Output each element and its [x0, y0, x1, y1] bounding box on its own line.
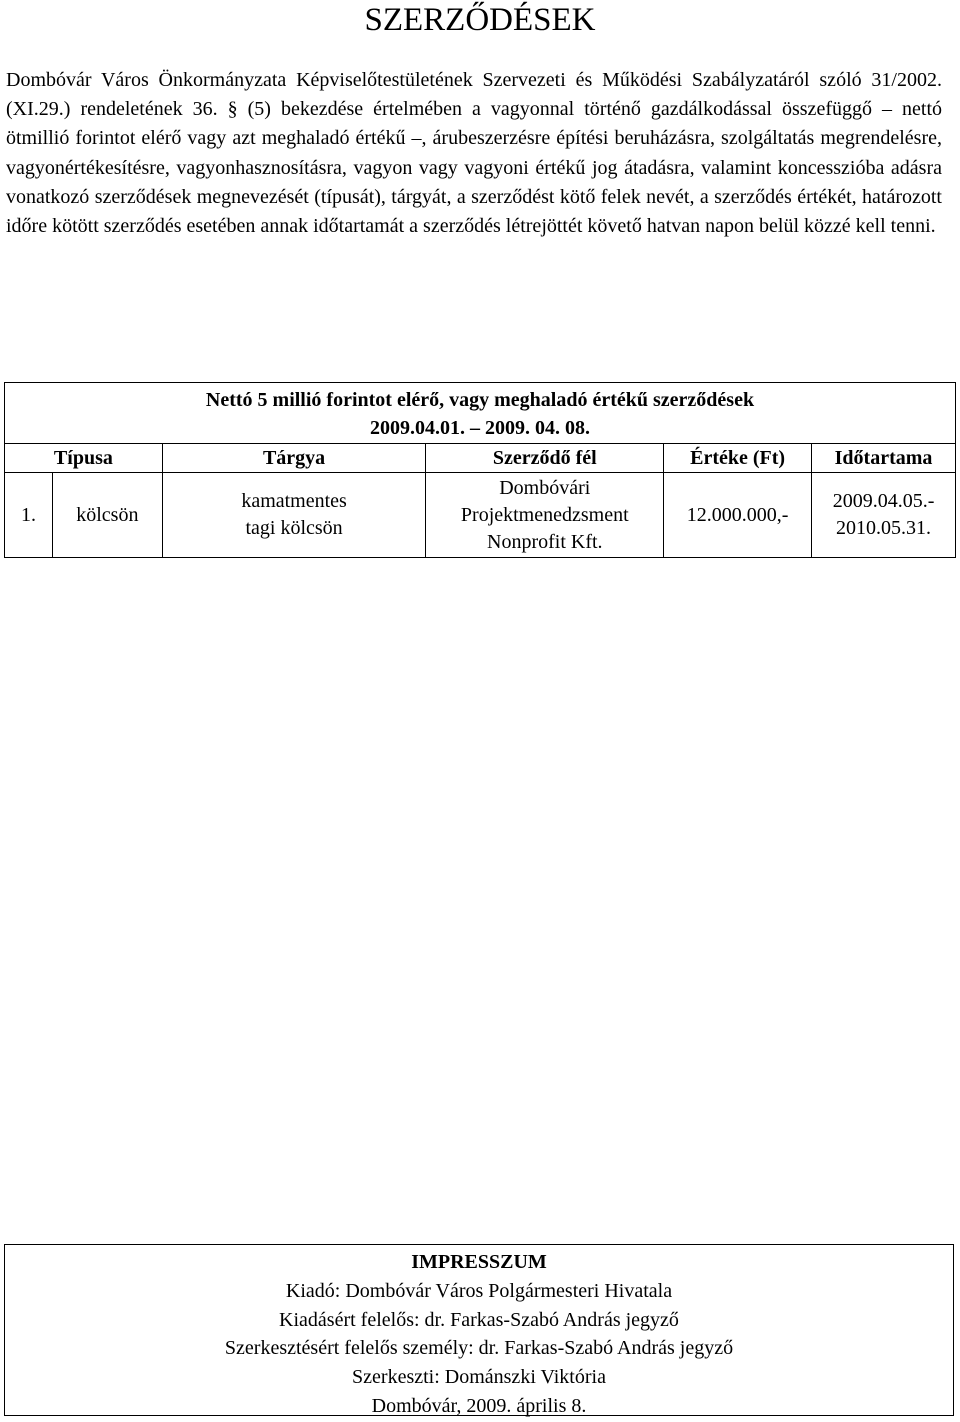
row-subject-line1: kamatmentes: [241, 490, 347, 512]
intro-paragraph: Dombóvár Város Önkormányzata Képviselőtestületének Szervezeti és Működési Szabályzatáról szóló 31/2002.(XI.29.) rendeletének 36. § (5) bekezdése értelmében a vagyonnal történő gazdálkodással összefüggő – nettó ötmillió forintot elérő vagy azt meghaladó értékű –, árubeszerzésre építési beruházásra, szolgáltatás megrendelésre, vagyonértékesítésre, vagyonhasznosításra, vagyon vagy vagyoni értékű jog átadásra, valamint koncesszióba adásra vonatkozó szerződések megnevezését (típusát), tárgyát, a szerződést kötő felek nevét, a szerződés értékét, határozott időre kötött szerződés esetében annak időtartamát a szerződés létrejöttét követő hatvan napon belül közzé kell tenni.: [6, 69, 942, 238]
table-caption-title: Nettó 5 millió forintot elérő, vagy meghaladó értékű szerződések: [205, 389, 755, 411]
header-type: Típusa: [5, 444, 163, 473]
impresszum-editor: Szerkeszti: Dománszki Viktória: [352, 1366, 606, 1389]
table-header-row: [5, 444, 956, 473]
row-party-line3: Nonprofit Kft.: [487, 530, 603, 553]
impresszum-place-date: Dombóvár, 2009. április 8.: [371, 1394, 587, 1417]
table-caption: [5, 383, 956, 444]
impresszum-responsible-editor: Szerkesztésért felelős személy: dr. Farkas-Szabó András jegyző: [224, 1337, 734, 1360]
row-subject-line2: tagi kölcsön: [245, 517, 343, 539]
row-subject: [162, 473, 426, 558]
row-type: kölcsön: [52, 473, 162, 558]
row-number: 1.: [5, 473, 53, 558]
row-party-line2: Projektmenedzsment: [460, 503, 629, 526]
header-subject: Tárgya: [162, 444, 426, 473]
row-duration-end: 2010.05.31.: [836, 517, 932, 539]
table-row: [5, 473, 956, 558]
table-caption-period: 2009.04.01. – 2009. 04. 08.: [370, 417, 590, 439]
impresszum-responsible-publisher: Kiadásért felelős: dr. Farkas-Szabó András jegyző: [279, 1308, 679, 1331]
row-party: [426, 473, 664, 558]
page-title: SZERZŐDÉSEK: [364, 2, 596, 38]
row-party-line1: Dombóvári: [499, 476, 591, 499]
row-value: 12.000.000,-: [664, 473, 812, 558]
header-party: Szerződő fél: [426, 444, 664, 473]
contracts-table: [4, 382, 956, 558]
header-value: Értéke (Ft): [664, 444, 812, 473]
table-caption-row: [5, 383, 956, 444]
row-duration: [812, 473, 956, 558]
impresszum-box: [4, 1244, 954, 1416]
row-duration-start: 2009.04.05.-: [832, 490, 935, 512]
impresszum-publisher: Kiadó: Dombóvár Város Polgármesteri Hivatala: [285, 1279, 673, 1302]
impresszum-heading: IMPRESSZUM: [411, 1251, 547, 1273]
header-duration: Időtartama: [812, 444, 956, 473]
